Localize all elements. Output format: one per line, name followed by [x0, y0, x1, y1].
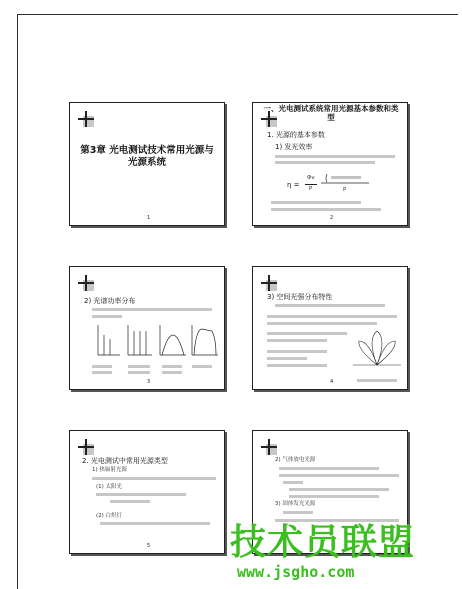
text-line	[96, 493, 186, 496]
slide-number: 3	[147, 379, 151, 385]
caption-line	[357, 379, 397, 382]
slide-bullet-icon	[261, 439, 277, 455]
text-line	[100, 522, 210, 525]
site-watermark: 技术员联盟	[230, 522, 416, 563]
text-line	[275, 155, 395, 158]
text-line	[271, 208, 381, 211]
text-line	[267, 315, 397, 318]
slide-title: 第3章 光电测试技术常用光源与光源系统	[80, 145, 214, 169]
text-line	[279, 467, 379, 470]
slide-heading: 3) 空间光强分布特性	[267, 293, 333, 301]
text-line	[92, 308, 212, 311]
slide-thumbnail[interactable]	[69, 430, 225, 554]
caption-line	[92, 371, 112, 374]
slide-bullet-icon	[78, 275, 94, 291]
text-line	[267, 350, 327, 353]
slide-bullet-icon	[261, 275, 277, 291]
text-line	[267, 332, 347, 335]
slide-heading: 2) 光谱功率分布	[84, 297, 136, 305]
text-line	[275, 161, 375, 164]
text-line	[275, 304, 385, 307]
slide-number: 1	[147, 215, 151, 221]
slide-thumbnail[interactable]	[252, 102, 408, 226]
text-line	[283, 481, 303, 484]
fraction-bar	[305, 184, 317, 185]
text-line	[92, 315, 122, 318]
slide-number: 4	[330, 379, 334, 385]
caption-line	[128, 371, 150, 374]
slide-number: 2	[330, 215, 334, 221]
spectrum-diagram	[90, 319, 220, 361]
text-line	[267, 357, 307, 360]
slide-subheading: 1) 发光效率	[275, 143, 313, 151]
text-line	[271, 201, 361, 204]
radiation-pattern-diagram	[349, 325, 405, 375]
text-line	[267, 339, 327, 342]
slide-subheading: 1. 光源的基本参数	[267, 131, 325, 139]
text-line	[289, 488, 389, 491]
slide-thumbnail[interactable]	[252, 266, 408, 390]
slide-number: 5	[147, 543, 151, 549]
slide-subheading: 1) 热辐射光源	[92, 467, 127, 473]
caption-line	[162, 365, 182, 368]
formula-top: Φv	[307, 175, 315, 181]
text-line	[279, 474, 399, 477]
caption-line	[162, 371, 182, 374]
slide-subheading: 3) 固体发光光源	[275, 501, 316, 507]
slide-heading: 一、光电测试系统常用光源基本参数和类型	[263, 104, 399, 122]
slide-bullet-icon	[78, 439, 94, 455]
text-line	[289, 495, 379, 498]
formula-bottom: P	[309, 186, 313, 192]
text-line	[267, 364, 327, 367]
slide-subheading: (1) 太阳光	[96, 484, 123, 490]
slide-heading: 2. 光电测试中常用光源类型	[82, 457, 168, 465]
slide-heading: 2) 气体放电光源	[275, 457, 316, 463]
caption-line	[128, 365, 150, 368]
text-line	[110, 500, 150, 503]
caption-line	[92, 365, 112, 368]
slide-bullet-icon	[78, 111, 94, 127]
formula-rhs-bottom: P	[343, 187, 347, 193]
caption-line	[192, 365, 212, 368]
text-line	[92, 477, 216, 480]
slide-thumbnail[interactable]	[69, 266, 225, 390]
site-watermark-url: www.jsgho.com	[237, 563, 355, 581]
slide-thumbnail[interactable]	[69, 102, 225, 226]
formula-lhs: η =	[287, 181, 300, 189]
slide-subheading: (2) 白炽灯	[96, 513, 123, 519]
